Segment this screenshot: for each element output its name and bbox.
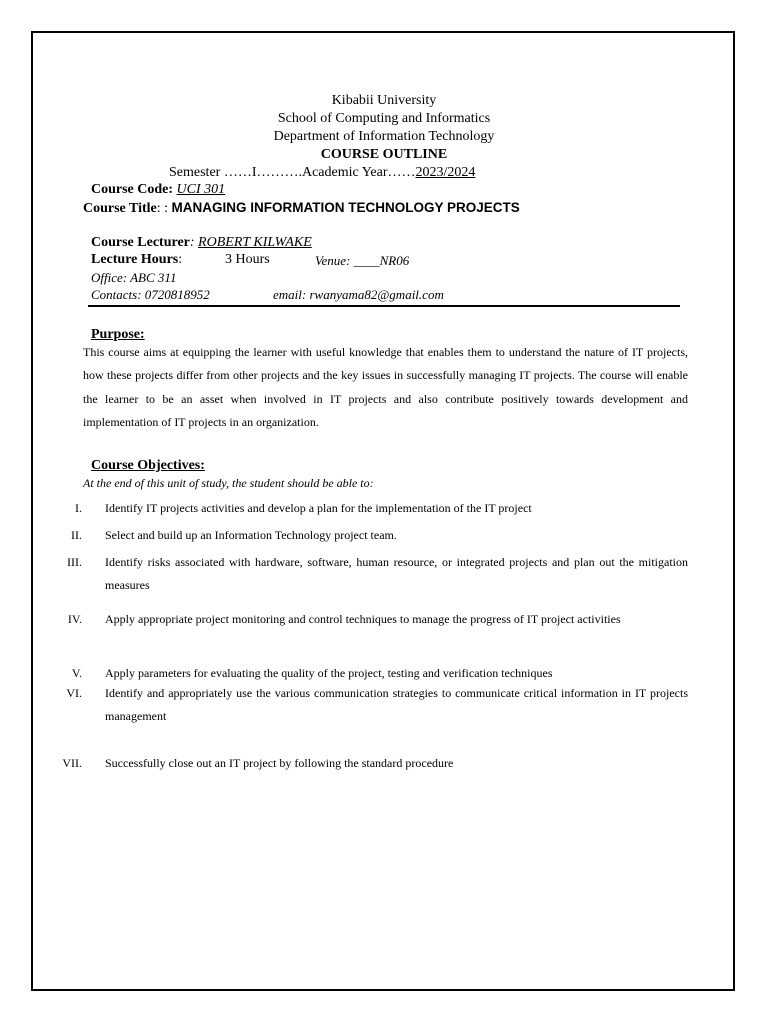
objective-number: IV. (67, 612, 82, 626)
office: Office: ABC 311 (91, 270, 177, 285)
course-title-separator: : : (156, 201, 169, 216)
lecture-hours-label: Lecture Hours (91, 252, 179, 267)
objective-text: Apply parameters for evaluating the quality of the project, testing and verification techniques (105, 666, 553, 680)
course-title-value: MANAGING INFORMATION TECHNOLOGY PROJECTS (171, 200, 520, 215)
objective-text: Successfully close out an IT project by following the standard procedure (105, 756, 454, 770)
purpose-text: This course aims at equipping the learner with useful knowledge that enables them to understand the nature of IT projects, how these projects differ from other projects and the key issues in successfully managing IT projects. The course will enable the learner to be an asset when involved in IT projects and also contribute positively towards development and implementation of IT projects in an organization. (83, 345, 688, 429)
school-name: School of Computing and Informatics (277, 111, 491, 126)
contacts: Contacts: 0720818952 (91, 287, 210, 302)
header-divider (88, 305, 680, 307)
objective-text: Identify risks associated with hardware, software, human resource, or integrated projects and plan out the mitigation measures (105, 555, 688, 592)
objective-text: Select and build up an Information Technology project team. (105, 528, 397, 542)
objectives-intro: At the end of this unit of study, the student should be able to: (83, 476, 374, 490)
objective-number: II. (71, 528, 82, 542)
semester-line (169, 164, 475, 182)
course-code-value: UCI 301 (176, 182, 226, 197)
objective-text: Apply appropriate project monitoring and control techniques to manage the progress of IT project activities (105, 612, 621, 626)
lecture-hours-separator: : (178, 252, 183, 267)
lecture-hours-value: 3 Hours (225, 252, 270, 267)
course-title-label: Course Title (83, 201, 157, 216)
university-name: Kibabii University (331, 93, 437, 108)
lecturer-separator: : (189, 235, 199, 250)
venue: Venue: ____NR06 (315, 253, 410, 268)
department-name: Department of Information Technology (273, 129, 495, 144)
objective-number: III. (67, 555, 82, 569)
objective-number: I. (75, 501, 82, 515)
lecturer-name: ROBERT KILWAKE (198, 235, 312, 250)
course-title-line (83, 199, 520, 218)
email: email: rwanyama82@gmail.com (273, 287, 444, 302)
lecture-hours-line (91, 251, 182, 269)
course-code-label: Course Code: (91, 182, 174, 197)
objective-text: Identify and appropriately use the various communication strategies to communicate critical information in IT projects management (105, 686, 688, 723)
objective-number: VI. (66, 686, 82, 700)
document-title: COURSE OUTLINE (320, 147, 448, 162)
objective-number: V. (71, 666, 82, 680)
purpose-heading: Purpose: (91, 327, 145, 342)
course-code-line (91, 181, 225, 199)
objective-text: Identify IT projects activities and develop a plan for the implementation of the IT project (105, 501, 532, 515)
lecturer-line (91, 234, 312, 252)
objective-number: VII. (62, 756, 82, 770)
semester-label: Semester ……I……….Academic Year…… (169, 165, 416, 180)
objectives-heading: Course Objectives: (91, 458, 205, 473)
lecturer-label: Course Lecturer (91, 235, 190, 250)
academic-year: 2023/2024 (415, 165, 476, 180)
